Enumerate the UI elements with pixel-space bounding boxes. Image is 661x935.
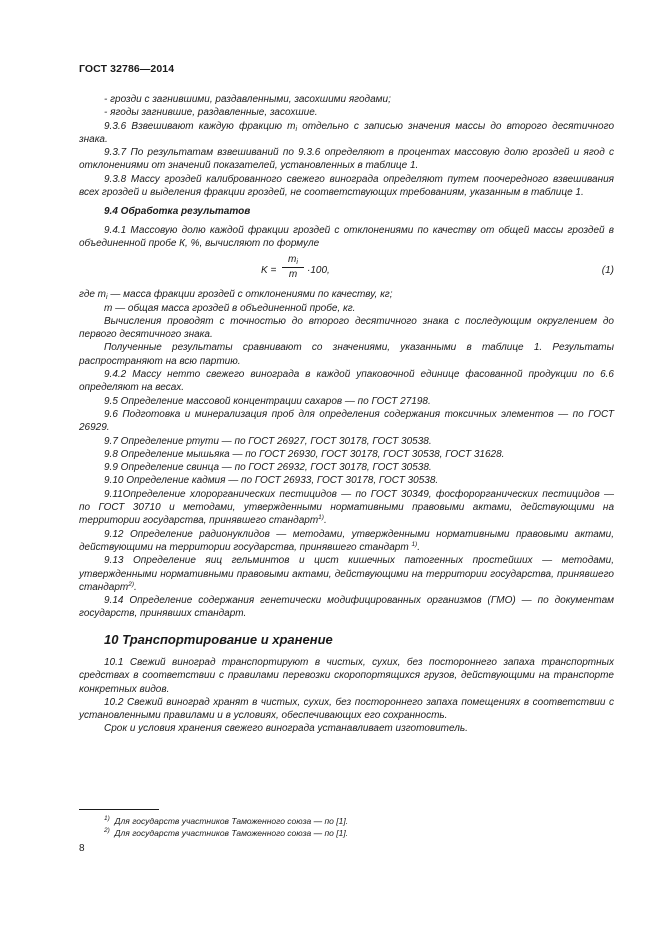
paragraph-9-8: 9.8 Определение мышьяка — по ГОСТ 26930, ГОСТ 30178, ГОСТ 30538, ГОСТ 31628. bbox=[104, 448, 505, 460]
formula-1 bbox=[79, 254, 614, 286]
legend-line: m — общая масса гроздей в объединенной пробе, кг. bbox=[104, 302, 356, 314]
section-heading-9-4: 9.4 Обработка результатов bbox=[104, 206, 251, 218]
paragraph-9-12: 9.12 Определение радионуклидов — методами, утвержденными нормативными правовыми актами, действующими на территории государства, принявшего стандарт $^{1)}$. bbox=[79, 528, 614, 553]
paragraph-9-4-1: 9.4.1 Массовую долю каждой фракции гроздей с отклонениями по качеству от общей массы гроздей в объединенной пробе К, %, вычисляют по формуле bbox=[79, 224, 614, 249]
formula-tail: ·100, bbox=[307, 265, 330, 277]
footnote-ref: 2) bbox=[128, 580, 135, 588]
equation-number: (1) bbox=[601, 265, 614, 277]
paragraph-calc: Вычисления проводят с точностью до второго десятичного знака с последующим округлением до первого десятичного знака. bbox=[79, 315, 614, 341]
paragraph-9-3-6: 9.3.6 Взвешивают каждую фракцию $m_i$ отдельно с записью значения массы до второго десятичного знака. bbox=[79, 120, 615, 145]
formula-lhs: K = bbox=[261, 265, 277, 277]
paragraph-9-6: 9.6 Подготовка и минерализация проб для определения содержания токсичных элементов — по ГОСТ 26929. bbox=[79, 408, 614, 434]
footnote-ref: 1) bbox=[318, 514, 324, 522]
paragraph-10-2: 10.2 Свежий виноград хранят в чистых, сухих, без постороннего запаха помещениях в соответствии с установленными правилами и в условиях, обеспечивающих его сохранность. bbox=[79, 696, 614, 722]
paragraph-storage-term: Срок и условия хранения свежего винограда устанавливает изготовитель. bbox=[104, 723, 468, 735]
paragraph-9-9: 9.9 Определение свинца — по ГОСТ 26932, ГОСТ 30178, ГОСТ 30538. bbox=[104, 462, 432, 474]
list-item: - грозди с загнившими, раздавленными, засохшими ягодами; bbox=[104, 94, 391, 105]
paragraph-9-14: 9.14 Определение содержания генетически модифицированных организмов (ГМО) — по документам государств, принявших стандарт. bbox=[79, 595, 614, 620]
footnote-ref: 1) bbox=[411, 540, 418, 548]
formula-legend bbox=[79, 288, 614, 315]
paragraph-9-10: 9.10 Определение кадмия — по ГОСТ 26933, ГОСТ 30178, ГОСТ 30538. bbox=[104, 475, 439, 487]
formula-numerator: $m_i$ bbox=[282, 254, 304, 268]
footnote-separator bbox=[79, 809, 159, 810]
document-body bbox=[79, 93, 614, 736]
paragraph-9-4-2: 9.4.2 Массу нетто свежего винограда в каждой упаковочной единице фасованной продукции по 6.6 определяют на весах. bbox=[79, 369, 614, 394]
paragraph-9-11: 9.11Определение хлорорганических пестицидов — по ГОСТ 30349, фосфорорганических пестицидов — по ГОСТ 30710 и методами, утвержденными нормативными правовыми актами, действующими на территории государства, принявшего стандарт$^{1)}$. bbox=[79, 488, 614, 527]
document-header: ГОСТ 32786—2014 bbox=[79, 63, 175, 75]
paragraph-10-1: 10.1 Свежий виноград транспортируют в чистых, сухих, без постороннего запаха транспортных средствах в соответствии с правилами перевозки скоропортящихся грузов, действующими на транспорте конкретных видов. bbox=[79, 656, 614, 695]
list-item: - ягоды загнившие, раздавленные, засохшие. bbox=[104, 107, 318, 119]
paragraph-9-3-7: 9.3.7 По результатам взвешиваний по 9.3.6 определяют в процентах массовую долю гроздей и ягод с отклонениями от значений показателей, установленных в таблице 1. bbox=[79, 147, 614, 172]
section-heading-10: 10 Транспортирование и хранение bbox=[104, 631, 333, 647]
paragraph-9-5: 9.5 Определение массовой концентрации сахаров — по ГОСТ 27198. bbox=[104, 395, 431, 407]
paragraph-compare: Полученные результаты сравнивают со значениями, указанными в таблице 1. Результаты распространяют на всю партию. bbox=[79, 342, 614, 367]
page-number: 8 bbox=[79, 843, 85, 854]
paragraph-9-13: 9.13 Определение яиц гельминтов и цист кишечных патогенных простейших — методами, утвержденными нормативными правовыми актами, действующими на территории государства, принявшего стандарт$^{2)}$. bbox=[79, 555, 614, 593]
formula-fraction bbox=[282, 254, 304, 281]
legend-line: где $m_i$ — масса фракции гроздей с отклонениями по качеству, кг; bbox=[79, 289, 393, 302]
paragraph-9-7: 9.7 Определение ртути — по ГОСТ 26927, ГОСТ 30178, ГОСТ 30538. bbox=[104, 435, 432, 447]
paragraph-9-3-8: 9.3.8 Массу гроздей калиброванного свежего винограда определяют путем поочередного взвешивания всех гроздей и выделения фракции гроздей, не соответствующих требованиям, указанным в таблице 1. bbox=[79, 173, 614, 199]
formula-denominator: m bbox=[288, 269, 298, 281]
footnote-2: $^{2)}$ Для государств участников Таможенного союза — по [1]. bbox=[104, 827, 349, 838]
footnote-1: $^{1)}$ Для государств участников Таможенного союза — по [1]. bbox=[104, 815, 349, 826]
footnotes bbox=[104, 815, 614, 839]
